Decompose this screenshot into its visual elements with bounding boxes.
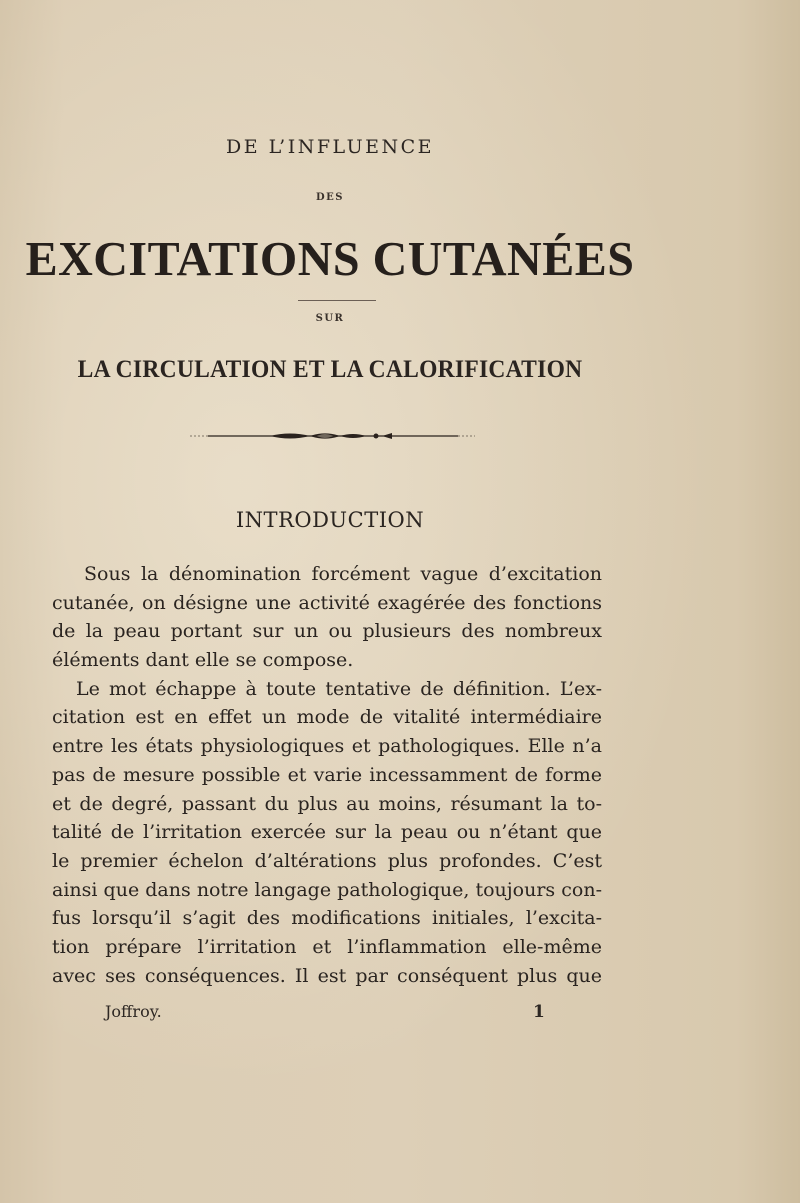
text-line: talité de l’irritation exercée sur la peau ou n’étant que	[52, 821, 602, 844]
title-rule	[298, 300, 376, 301]
ornament-divider-icon	[190, 428, 475, 444]
text-line: ainsi que dans notre langage pathologique, toujours con-	[52, 878, 602, 901]
subtitle: LA CIRCULATION ET LA CALORIFICATION	[77, 356, 583, 383]
text-line: citation est en effet un mode de vitalité intermédiaire	[52, 706, 602, 729]
text-line: tion prépare l’irritation et l’inflammation elle-même	[52, 935, 602, 958]
text-line: éléments dant elle se compose.	[52, 649, 354, 672]
text-line: et de degré, passant du plus au moins, résumant la to-	[52, 792, 602, 815]
section-heading: INTRODUCTION	[235, 508, 425, 532]
text-line: entre les états physiologiques et pathologiques. Elle n’a	[52, 735, 602, 758]
text-line: de la peau portant sur un ou plusieurs des nombreux	[52, 620, 602, 643]
footer-author: Joffroy.	[105, 1002, 162, 1021]
text-line: avec ses conséquences. Il est par conséquent plus que	[52, 964, 602, 987]
title-line-2: DES	[315, 192, 344, 203]
page-number: 1	[533, 1002, 545, 1022]
main-title: EXCITATIONS CUTANÉES	[25, 231, 635, 286]
title-line-1: DE L’INFLUENCE	[225, 136, 435, 158]
text-line: le premier échelon d’altérations plus profondes. C’est	[52, 849, 602, 872]
text-line: Sous la dénomination forcément vague d’excitation	[84, 563, 602, 585]
text-line: Le mot échappe à toute tentative de définition. L’ex-	[76, 677, 602, 700]
body-paragraphs	[52, 560, 602, 990]
text-line: cutanée, on désigne une activité exagérée des fonctions	[52, 591, 602, 614]
title-connector: SUR	[315, 313, 345, 324]
text-line: fus lorsqu’il s’agit des modifications initiales, l’excita-	[52, 907, 602, 930]
text-line: pas de mesure possible et varie incessamment de forme	[52, 763, 602, 786]
